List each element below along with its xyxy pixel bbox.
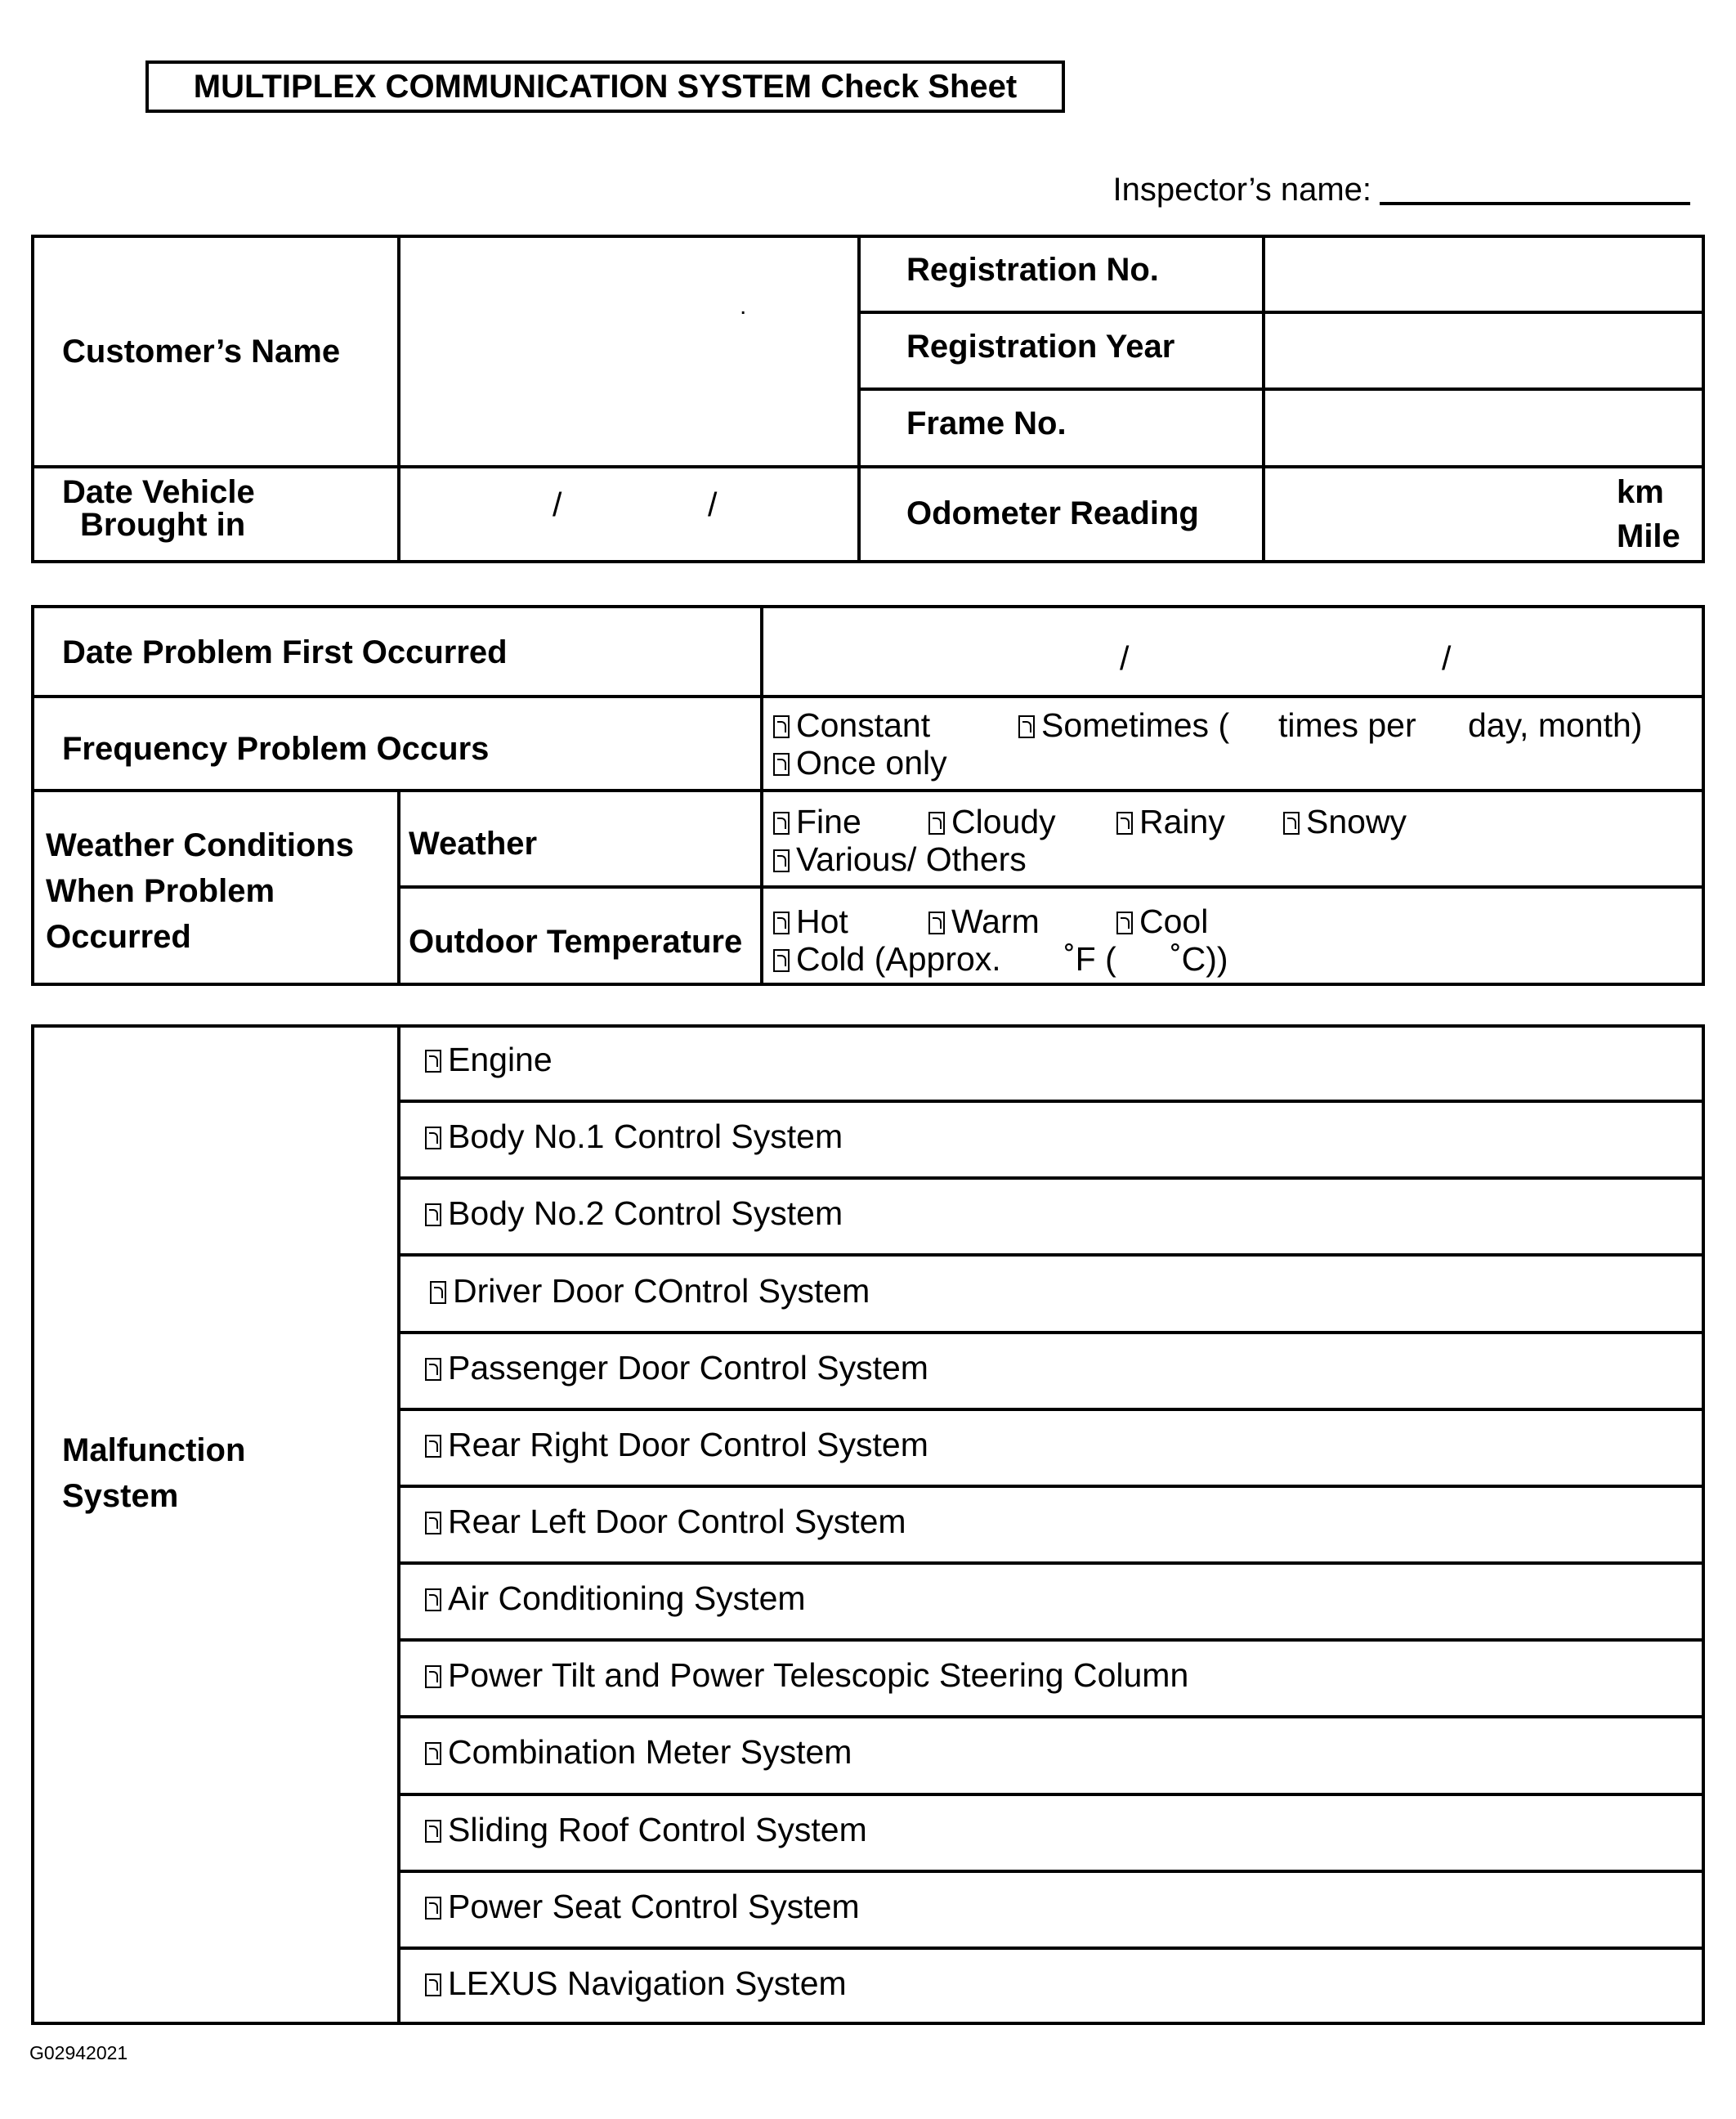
checkbox-icon[interactable] bbox=[425, 1973, 441, 1996]
weather-label: Weather bbox=[409, 826, 538, 862]
system-label: Rear Left Door Control System bbox=[448, 1503, 906, 1540]
system-label: Power Tilt and Power Telescopic Steering Column bbox=[448, 1656, 1189, 1694]
system-label: Air Conditioning System bbox=[448, 1579, 806, 1617]
date-slash: / bbox=[1120, 639, 1130, 677]
checkbox-icon[interactable] bbox=[1116, 812, 1133, 835]
system-option[interactable] bbox=[425, 1656, 1188, 1694]
checkbox-icon[interactable] bbox=[1283, 812, 1300, 835]
freq-times-per-text: times per bbox=[1278, 706, 1416, 744]
checkbox-icon[interactable] bbox=[773, 849, 790, 872]
checkbox-icon[interactable] bbox=[425, 1897, 441, 1920]
checkbox-icon[interactable] bbox=[773, 912, 790, 934]
odometer-label: Odometer Reading bbox=[906, 495, 1199, 531]
freq-constant-option[interactable]: Constant bbox=[773, 706, 930, 744]
system-label: Passenger Door Control System bbox=[448, 1349, 928, 1387]
checkbox-icon[interactable] bbox=[773, 715, 790, 738]
system-option[interactable] bbox=[425, 1811, 867, 1848]
system-label: Rear Right Door Control System bbox=[448, 1426, 928, 1463]
system-option[interactable] bbox=[430, 1272, 870, 1310]
checkbox-icon[interactable] bbox=[773, 753, 790, 776]
freq-sometimes-option[interactable]: Sometimes ( bbox=[1018, 706, 1229, 744]
km-unit: km bbox=[1617, 474, 1664, 510]
system-label: Power Seat Control System bbox=[448, 1888, 860, 1925]
system-option[interactable] bbox=[425, 1349, 928, 1387]
checkbox-icon[interactable] bbox=[425, 1435, 441, 1458]
system-option[interactable] bbox=[425, 1194, 843, 1232]
inspector-name-field[interactable] bbox=[1113, 172, 1690, 208]
stray-dot: . bbox=[740, 293, 747, 320]
system-label: Sliding Roof Control System bbox=[448, 1811, 867, 1848]
weather-rainy-option[interactable]: Rainy bbox=[1116, 803, 1225, 840]
system-option[interactable] bbox=[425, 1503, 906, 1540]
date-slash: / bbox=[553, 486, 562, 523]
frequency-label: Frequency Problem Occurs bbox=[62, 731, 490, 767]
title-text: MULTIPLEX COMMUNICATION SYSTEM Check Sheet bbox=[193, 68, 1018, 105]
system-option[interactable] bbox=[425, 1888, 860, 1925]
page-title bbox=[145, 60, 1065, 113]
system-label: Body No.1 Control System bbox=[448, 1118, 843, 1155]
checkbox-icon[interactable] bbox=[1116, 912, 1133, 934]
temp-celsius-unit: ˚C)) bbox=[1170, 940, 1228, 978]
customer-name-label: Customer’s Name bbox=[62, 334, 341, 370]
checkbox-icon[interactable] bbox=[1018, 715, 1035, 738]
date-slash: / bbox=[708, 486, 718, 523]
checkbox-icon[interactable] bbox=[425, 1588, 441, 1611]
system-option[interactable] bbox=[425, 1733, 852, 1771]
system-label: Driver Door COntrol System bbox=[453, 1272, 870, 1310]
checkbox-icon[interactable] bbox=[773, 949, 790, 972]
frame-no-label: Frame No. bbox=[906, 405, 1067, 441]
checkbox-icon[interactable] bbox=[425, 1358, 441, 1381]
figure-id: G02942021 bbox=[29, 2042, 128, 2063]
system-label: LEXUS Navigation System bbox=[448, 1964, 847, 2002]
checkbox-icon[interactable] bbox=[773, 812, 790, 835]
weather-fine-option[interactable]: Fine bbox=[773, 803, 861, 840]
freq-once-option[interactable]: Once only bbox=[773, 744, 947, 782]
weather-snowy-option[interactable]: Snowy bbox=[1283, 803, 1407, 840]
system-option[interactable] bbox=[425, 1579, 806, 1617]
freq-day-month-text: day, month) bbox=[1468, 706, 1643, 744]
registration-no-label: Registration No. bbox=[906, 252, 1159, 288]
system-label: Body No.2 Control System bbox=[448, 1194, 843, 1232]
date-problem-label: Date Problem First Occurred bbox=[62, 634, 508, 670]
system-label: Engine bbox=[448, 1041, 553, 1078]
checkbox-icon[interactable] bbox=[425, 1127, 441, 1149]
date-slash: / bbox=[1442, 639, 1452, 677]
system-option[interactable] bbox=[425, 1041, 553, 1078]
customer-name-input[interactable] bbox=[400, 238, 857, 465]
weather-conditions-label: Weather Conditions When Problem Occurred bbox=[46, 827, 355, 955]
temp-hot-option[interactable]: Hot bbox=[773, 903, 848, 940]
date-vehicle-input[interactable] bbox=[400, 468, 857, 560]
weather-cloudy-option[interactable]: Cloudy bbox=[928, 803, 1056, 840]
frame-no-input[interactable] bbox=[1265, 391, 1702, 465]
checkbox-icon[interactable] bbox=[928, 912, 945, 934]
system-option[interactable] bbox=[425, 1426, 928, 1463]
checkbox-icon[interactable] bbox=[425, 1820, 441, 1843]
checkbox-icon[interactable] bbox=[425, 1050, 441, 1073]
temp-warm-option[interactable]: Warm bbox=[928, 903, 1040, 940]
mile-unit: Mile bbox=[1617, 518, 1680, 554]
inspector-label: Inspector’s name: bbox=[1112, 172, 1371, 208]
temp-cold-option[interactable]: Cold (Approx. bbox=[773, 940, 1001, 978]
outdoor-temperature-label: Outdoor Temperature bbox=[409, 924, 743, 960]
registration-year-label: Registration Year bbox=[906, 329, 1175, 365]
weather-various-option[interactable]: Various/ Others bbox=[773, 840, 1027, 878]
checkbox-icon[interactable] bbox=[928, 812, 945, 835]
date-problem-input[interactable] bbox=[763, 608, 1702, 695]
inspector-name-line[interactable] bbox=[1380, 202, 1690, 205]
date-vehicle-label: Date Vehicle Brought in bbox=[62, 474, 255, 543]
checkbox-icon[interactable] bbox=[425, 1742, 441, 1765]
checkbox-icon[interactable] bbox=[425, 1203, 441, 1226]
temp-fahrenheit-unit: ˚F ( bbox=[1064, 940, 1116, 978]
registration-no-input[interactable] bbox=[1265, 238, 1702, 311]
checkbox-icon[interactable] bbox=[430, 1281, 446, 1304]
checkbox-icon[interactable] bbox=[425, 1512, 441, 1534]
system-option[interactable] bbox=[425, 1118, 843, 1155]
malfunction-system-label: Malfunction System bbox=[62, 1432, 246, 1514]
temp-cool-option[interactable]: Cool bbox=[1116, 903, 1208, 940]
checkbox-icon[interactable] bbox=[425, 1665, 441, 1688]
system-option[interactable] bbox=[425, 1964, 847, 2002]
system-label: Combination Meter System bbox=[448, 1733, 852, 1771]
registration-year-input[interactable] bbox=[1265, 314, 1702, 388]
